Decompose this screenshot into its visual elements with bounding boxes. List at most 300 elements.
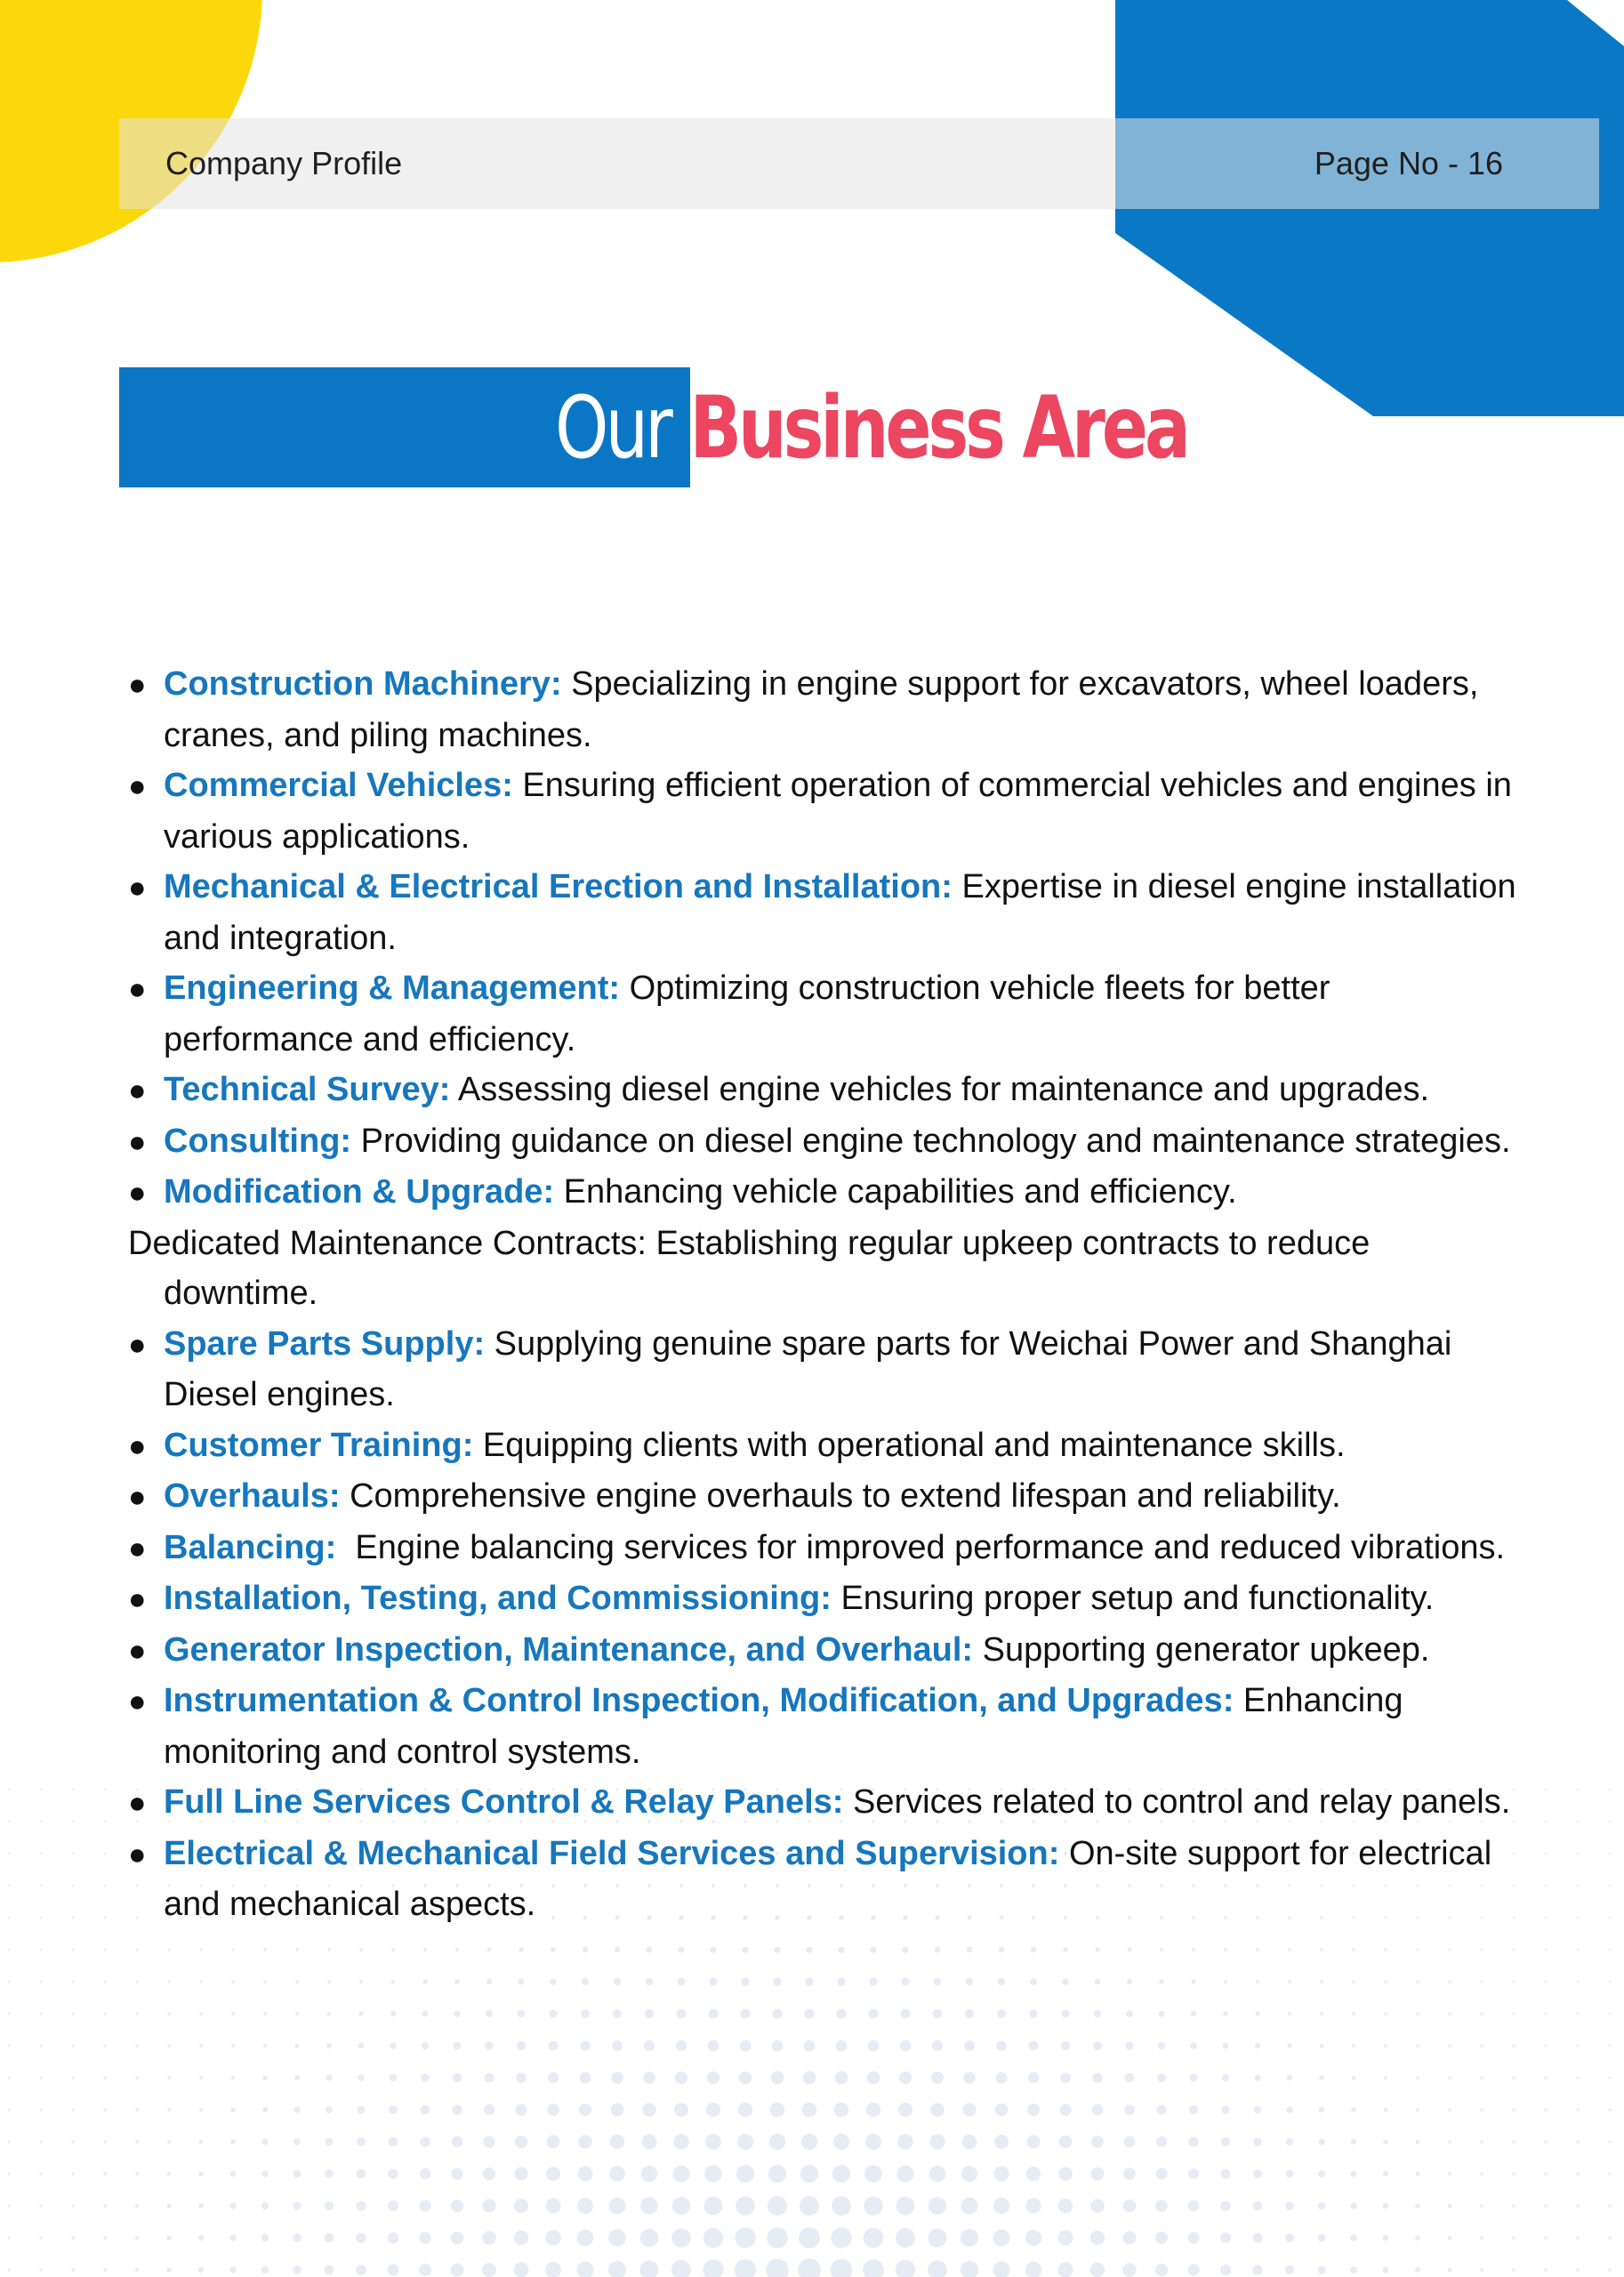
decorative-dot: [1155, 2232, 1168, 2244]
decorative-dot: [1512, 2108, 1515, 2112]
item-text: Engine balancing services for improved performance and reduced vibrations.: [336, 1528, 1506, 1566]
decorative-dot: [1384, 1948, 1387, 1951]
decorative-dot: [1025, 2262, 1041, 2277]
decorative-dot: [1577, 1885, 1579, 1887]
decorative-dot: [1576, 2140, 1579, 2143]
item-text: Supporting generator upkeep.: [973, 1630, 1430, 1669]
decorative-dot: [1254, 2074, 1260, 2080]
decorative-dot: [1059, 2104, 1071, 2115]
decorative-dot: [1481, 1949, 1483, 1951]
decorative-dot: [709, 2009, 719, 2019]
decorative-dot: [835, 2072, 848, 2085]
bullet-icon: ●: [128, 1531, 147, 1565]
decorative-dot: [1221, 2105, 1229, 2113]
decorative-dot: [1416, 2140, 1420, 2144]
decorative-dot: [583, 1947, 588, 1952]
decorative-dot: [39, 2076, 42, 2079]
decorative-dot: [167, 2172, 172, 2176]
decorative-dot: [7, 2140, 10, 2143]
page-title-word-2: Business Area: [689, 378, 1187, 478]
decorative-dot: [1318, 2266, 1326, 2274]
decorative-dot: [295, 1948, 299, 1951]
decorative-dot: [1545, 1821, 1547, 1822]
decorative-dot: [643, 2072, 655, 2084]
list-item: [128, 1829, 1524, 1930]
decorative-dot: [1608, 2108, 1611, 2111]
decorative-dot: [7, 2108, 10, 2111]
decorative-dot: [929, 2134, 945, 2149]
decorative-dot: [1415, 2171, 1419, 2176]
decorative-dot: [1576, 2172, 1579, 2175]
decorative-dot: [1352, 2012, 1355, 2016]
decorative-dot: [1252, 2265, 1262, 2274]
decorative-dot: [1092, 2072, 1102, 2082]
decorative-dot: [71, 2076, 74, 2079]
decorative-dot: [514, 2199, 528, 2213]
decorative-dot: [1122, 2263, 1136, 2276]
decorative-dot: [1448, 1948, 1451, 1951]
decorative-dot: [1253, 2233, 1263, 2243]
decorative-dot: [870, 1946, 876, 1952]
decorative-dot: [230, 2139, 236, 2144]
decorative-dot: [578, 2135, 592, 2149]
decorative-dot: [482, 2231, 496, 2245]
decorative-dot: [1350, 2266, 1357, 2273]
decorative-dot: [1512, 2044, 1515, 2047]
decorative-dot: [966, 1978, 974, 1986]
decorative-dot: [545, 2262, 561, 2277]
decorative-dot: [8, 2045, 11, 2048]
decorative-dot: [1416, 2044, 1419, 2048]
decorative-dot: [72, 1885, 75, 1887]
decorative-dot: [803, 2072, 816, 2085]
decorative-dot: [771, 2072, 784, 2085]
decorative-dot: [167, 2108, 171, 2112]
decorative-dot: [483, 2136, 494, 2147]
decorative-dot: [325, 2233, 334, 2243]
decorative-dot: [8, 1821, 10, 1822]
decorative-dot: [641, 2166, 657, 2182]
decorative-dot: [40, 1853, 42, 1855]
decorative-dot: [388, 2265, 399, 2276]
decorative-dot: [1286, 2170, 1294, 2178]
decorative-dot: [326, 2043, 332, 2048]
decorative-dot: [135, 2044, 139, 2048]
decorative-dot: [611, 2104, 624, 2117]
decorative-dot: [1415, 2235, 1420, 2241]
decorative-dot: [103, 1980, 106, 1983]
decorative-dot: [419, 2200, 430, 2211]
decorative-dot: [421, 2105, 430, 2115]
decorative-dot: [577, 2230, 594, 2247]
decorative-dot: [40, 1821, 42, 1822]
decorative-dot: [1416, 2108, 1419, 2112]
decorative-dot: [231, 2044, 235, 2048]
bullet-icon: ●: [128, 769, 147, 803]
decorative-dot: [7, 2172, 10, 2175]
decorative-dot: [104, 1853, 107, 1855]
decorative-dot: [388, 2233, 399, 2244]
item-text: Ensuring efficient operation of commercial vehicles and engines in various applications.: [164, 767, 1512, 856]
decorative-dot: [673, 2134, 688, 2149]
decorative-dot: [71, 2172, 75, 2176]
decorative-dot: [1320, 1980, 1323, 1983]
item-text: Optimizing construction vehicle fleets for better performance and efficiency.: [164, 970, 1331, 1058]
decorative-dot: [831, 2259, 853, 2277]
decorative-dot: [1577, 1853, 1579, 1855]
decorative-dot: [1026, 2167, 1041, 2181]
decorative-dot: [1062, 2010, 1070, 2018]
decorative-dot: [7, 2236, 10, 2239]
decorative-dot: [834, 2103, 849, 2118]
decorative-dot: [1222, 2074, 1229, 2081]
decorative-dot: [577, 2262, 594, 2277]
decorative-dot: [514, 2231, 529, 2246]
decorative-dot: [896, 2228, 915, 2248]
decorative-dot: [419, 2232, 431, 2244]
decorative-dot: [1609, 2077, 1612, 2080]
decorative-dot: [39, 2172, 43, 2176]
decorative-dot: [1480, 2172, 1483, 2176]
decorative-dot: [71, 2140, 75, 2144]
decorative-dot: [996, 2040, 1006, 2050]
list-item: [128, 1420, 1524, 1472]
decorative-dot: [1028, 2072, 1039, 2083]
bullet-icon: ●: [128, 668, 147, 702]
decorative-dot: [1057, 2262, 1073, 2277]
decorative-dot: [1157, 2105, 1167, 2115]
decorative-dot: [390, 2011, 396, 2016]
decorative-dot: [326, 2106, 333, 2113]
decorative-dot: [961, 2229, 978, 2247]
decorative-dot: [1158, 2042, 1165, 2049]
decorative-dot: [519, 1979, 525, 1985]
decorative-dot: [167, 2140, 171, 2144]
decorative-dot: [1192, 1948, 1195, 1951]
decorative-dot: [836, 2008, 846, 2018]
decorative-dot: [961, 2197, 977, 2214]
decorative-dot: [262, 2107, 268, 2112]
item-text: On-site support for electrical and mechanical aspects.: [164, 1834, 1492, 1923]
decorative-dot: [1220, 2233, 1231, 2243]
decorative-dot: [1188, 2136, 1198, 2146]
decorative-dot: [610, 2135, 624, 2149]
decorative-dot: [261, 2170, 269, 2177]
decorative-dot: [1224, 1948, 1227, 1951]
decorative-dot: [1319, 2107, 1325, 2113]
decorative-dot: [1319, 2075, 1324, 2080]
decorative-dot: [1256, 1948, 1259, 1951]
decorative-dot: [993, 2229, 1009, 2246]
decorative-dot: [358, 2106, 366, 2114]
decorative-dot: [582, 1978, 589, 1985]
decorative-dot: [72, 1821, 74, 1822]
decorative-dot: [802, 2103, 817, 2118]
decorative-dot: [390, 2074, 398, 2082]
decorative-dot: [1544, 2172, 1548, 2176]
decorative-dot: [39, 2044, 42, 2047]
decorative-dot: [358, 2074, 365, 2081]
decorative-dot: [798, 2258, 821, 2277]
decorative-dot: [1608, 2268, 1611, 2271]
decorative-dot: [1544, 2076, 1547, 2079]
decorative-dot: [678, 1946, 684, 1952]
decorative-dot: [1576, 2044, 1579, 2047]
decorative-dot: [1192, 1980, 1196, 1984]
decorative-dot: [1416, 1980, 1419, 1983]
decorative-dot: [1123, 2232, 1137, 2245]
decorative-dot: [357, 2137, 366, 2146]
decorative-dot: [198, 2203, 204, 2209]
decorative-dot: [293, 2265, 301, 2274]
decorative-dot: [1062, 1978, 1068, 1984]
decorative-dot: [1125, 2073, 1135, 2083]
decorative-dot: [961, 2166, 977, 2182]
item-term: Mechanical & Electrical Erection and Installation:: [164, 868, 953, 905]
decorative-dot: [672, 2197, 690, 2215]
decorative-dot: [640, 2229, 659, 2248]
decorative-dot: [135, 2172, 139, 2176]
decorative-dot: [1384, 2044, 1387, 2048]
decorative-dot: [1448, 2012, 1451, 2015]
decorative-dot: [547, 2104, 559, 2116]
decorative-dot: [738, 2103, 752, 2117]
decorative-dot: [135, 2012, 138, 2015]
decorative-dot: [391, 1948, 395, 1951]
decorative-dot: [103, 2172, 107, 2176]
decorative-dot: [961, 2261, 978, 2277]
decorative-dot: [864, 2165, 882, 2183]
decorative-dot: [1026, 2135, 1040, 2148]
decorative-dot: [1577, 1949, 1580, 1951]
decorative-dot: [1577, 1917, 1580, 1919]
decorative-dot: [801, 2134, 817, 2150]
decorative-dot: [135, 2236, 139, 2240]
decorative-dot: [451, 2168, 462, 2179]
decorative-dot: [678, 1978, 686, 1986]
item-text: Comprehensive engine overhauls to extend lifespan and reliability.: [340, 1477, 1341, 1515]
decorative-dot: [166, 2235, 171, 2240]
decorative-dot: [358, 2043, 365, 2049]
decorative-dot: [646, 1978, 654, 1986]
decorative-dot: [486, 2010, 493, 2017]
decorative-dot: [8, 1885, 10, 1887]
decorative-dot: [1350, 2202, 1357, 2209]
item-term: Engineering & Management:: [164, 970, 621, 1007]
decorative-dot: [1545, 1949, 1548, 1951]
decorative-dot: [229, 2266, 237, 2273]
item-term: Electrical & Mechanical Field Services and Supervision:: [164, 1834, 1060, 1872]
decorative-dot: [1448, 2140, 1451, 2144]
decorative-dot: [327, 1948, 331, 1951]
decorative-dot: [420, 2168, 430, 2179]
decorative-dot: [103, 2012, 106, 2015]
item-term: Modification & Upgrade:: [164, 1173, 555, 1211]
decorative-dot: [704, 2197, 723, 2216]
decorative-dot: [135, 1948, 138, 1951]
decorative-dot: [1189, 2105, 1198, 2114]
decorative-dot: [198, 2171, 204, 2176]
decorative-dot: [768, 2165, 786, 2183]
decorative-dot: [896, 2260, 916, 2277]
decorative-dot: [1480, 2268, 1483, 2272]
decorative-dot: [864, 2228, 884, 2249]
decorative-dot: [709, 1977, 717, 1985]
decorative-dot: [703, 2228, 723, 2248]
header-page-number: Page No - 16: [1314, 145, 1503, 181]
decorative-dot: [1608, 2172, 1611, 2175]
decorative-dot: [645, 2009, 654, 2018]
decorative-dot: [1608, 2236, 1611, 2239]
decorative-dot: [1480, 2236, 1483, 2240]
decorative-dot: [703, 2259, 723, 2277]
decorative-dot: [963, 2072, 976, 2084]
decorative-dot: [1415, 2203, 1420, 2209]
decorative-dot: [578, 2167, 593, 2182]
decorative-dot: [104, 1917, 107, 1919]
item-term: Spare Parts Supply:: [164, 1324, 486, 1363]
decorative-dot: [419, 2264, 431, 2276]
decorative-dot: [103, 2076, 107, 2080]
decorative-dot: [1350, 2234, 1357, 2241]
decorative-dot: [1480, 2140, 1483, 2144]
list-item: [128, 1116, 1524, 1168]
decorative-dot: [1545, 1853, 1547, 1855]
decorative-dot: [229, 2202, 236, 2209]
decorative-dot: [1029, 2009, 1037, 2017]
decorative-dot: [832, 2196, 851, 2216]
decorative-dot: [933, 2009, 943, 2019]
decorative-dot: [962, 2135, 977, 2150]
decorative-dot: [1318, 2234, 1326, 2242]
item-text: Specializing in engine support for excavators, wheel loaders, cranes, and piling machines.: [164, 665, 1479, 754]
decorative-dot: [675, 2072, 687, 2084]
decorative-dot: [1576, 2108, 1579, 2111]
decorative-dot: [388, 2201, 398, 2211]
decorative-dot: [548, 2072, 559, 2083]
decorative-dot: [263, 2044, 267, 2048]
bullet-icon: ●: [128, 1124, 147, 1159]
decorative-dot: [7, 2268, 10, 2271]
decorative-dot: [514, 2263, 529, 2277]
decorative-dot: [1285, 2201, 1294, 2210]
decorative-dot: [199, 2140, 204, 2144]
decorative-dot: [772, 2040, 784, 2052]
list-item: [128, 1471, 1524, 1523]
decorative-dot: [766, 2258, 788, 2277]
decorative-dot: [772, 2008, 782, 2018]
item-text: Providing guidance on diesel engine technology and maintenance strategies.: [351, 1122, 1511, 1160]
decorative-dot: [1157, 2073, 1166, 2082]
decorative-dot: [135, 2076, 139, 2080]
decorative-dot: [1545, 1789, 1547, 1790]
decorative-dot: [1351, 2107, 1356, 2112]
decorative-dot: [1609, 1885, 1611, 1887]
decorative-dot: [293, 2170, 301, 2178]
decorative-dot: [1480, 2076, 1483, 2080]
decorative-dot: [1384, 1980, 1387, 1983]
decorative-dot: [707, 2072, 720, 2084]
decorative-dot: [486, 1979, 493, 1985]
decorative-dot: [516, 2072, 527, 2083]
item-term: Construction Machinery:: [164, 665, 562, 703]
decorative-dot: [1609, 1853, 1611, 1855]
decorative-dot: [1577, 1981, 1580, 1983]
decorative-dot: [231, 2012, 235, 2016]
decorative-dot: [104, 1885, 107, 1887]
decorative-dot: [1156, 2168, 1168, 2180]
decorative-dot: [1190, 2074, 1198, 2082]
bullet-icon: ●: [128, 1176, 147, 1210]
decorative-dot: [1480, 2044, 1483, 2047]
decorative-dot: [167, 2076, 171, 2080]
decorative-dot: [389, 2137, 398, 2147]
decorative-dot: [103, 2108, 107, 2112]
decorative-dot: [325, 2169, 334, 2178]
decorative-dot: [671, 2260, 691, 2277]
decorative-dot: [135, 1980, 138, 1983]
decorative-dot: [642, 2135, 657, 2150]
decorative-dot: [640, 2261, 659, 2277]
decorative-dot: [964, 2040, 975, 2051]
decorative-dot: [1057, 2230, 1073, 2245]
decorative-dot: [1287, 2075, 1293, 2081]
item-text: Supplying genuine spare parts for Weichai Power and Shanghai Diesel engines.: [164, 1324, 1452, 1413]
decorative-dot: [1512, 2012, 1515, 2015]
decorative-dot: [294, 2043, 299, 2048]
decorative-dot: [769, 2134, 785, 2150]
item-text: Equipping clients with operational and maintenance skills.: [473, 1426, 1346, 1464]
decorative-dot: [167, 2044, 171, 2048]
decorative-dot: [1318, 2202, 1326, 2210]
item-text: Enhancing monitoring and control systems.: [164, 1682, 1403, 1771]
list-item: [128, 862, 1524, 963]
bullet-icon: ●: [128, 1837, 147, 1871]
decorative-dot: [517, 2041, 526, 2050]
decorative-dot: [674, 2103, 688, 2117]
decorative-dot: [1025, 2230, 1041, 2246]
decorative-dot: [869, 2009, 879, 2019]
decorative-dot: [485, 2073, 494, 2083]
decorative-dot: [1448, 2204, 1452, 2209]
decorative-dot: [293, 2233, 301, 2242]
decorative-dot: [866, 2103, 880, 2117]
decorative-dot: [837, 1977, 845, 1985]
decorative-dot: [1031, 1947, 1036, 1952]
business-area-list: [128, 659, 1524, 1930]
decorative-dot: [1609, 1981, 1612, 1983]
decorative-dot: [1221, 2169, 1231, 2179]
decorative-dot: [705, 2134, 721, 2150]
decorative-dot: [706, 2103, 720, 2117]
decorative-dot: [1124, 2104, 1135, 2115]
decorative-dot: [998, 1978, 1005, 1985]
decorative-dot: [612, 2040, 623, 2051]
decorative-dot: [482, 2263, 496, 2277]
decorative-dot: [72, 1917, 75, 1919]
decorative-dot: [1383, 2267, 1389, 2273]
item-text: Expertise in diesel engine installation and integration.: [164, 868, 1516, 957]
decorative-dot: [1125, 2041, 1133, 2049]
decorative-dot: [1124, 2136, 1136, 2148]
decorative-dot: [1188, 2201, 1200, 2212]
list-item: [128, 659, 1524, 760]
decorative-dot: [896, 2165, 913, 2182]
decorative-dot: [423, 1948, 427, 1951]
decorative-dot: [1544, 2204, 1548, 2208]
decorative-dot: [800, 2165, 818, 2183]
item-extra-text: Dedicated Maintenance Contracts: Establishing regular upkeep contracts to reduce downtime.: [128, 1224, 1371, 1312]
